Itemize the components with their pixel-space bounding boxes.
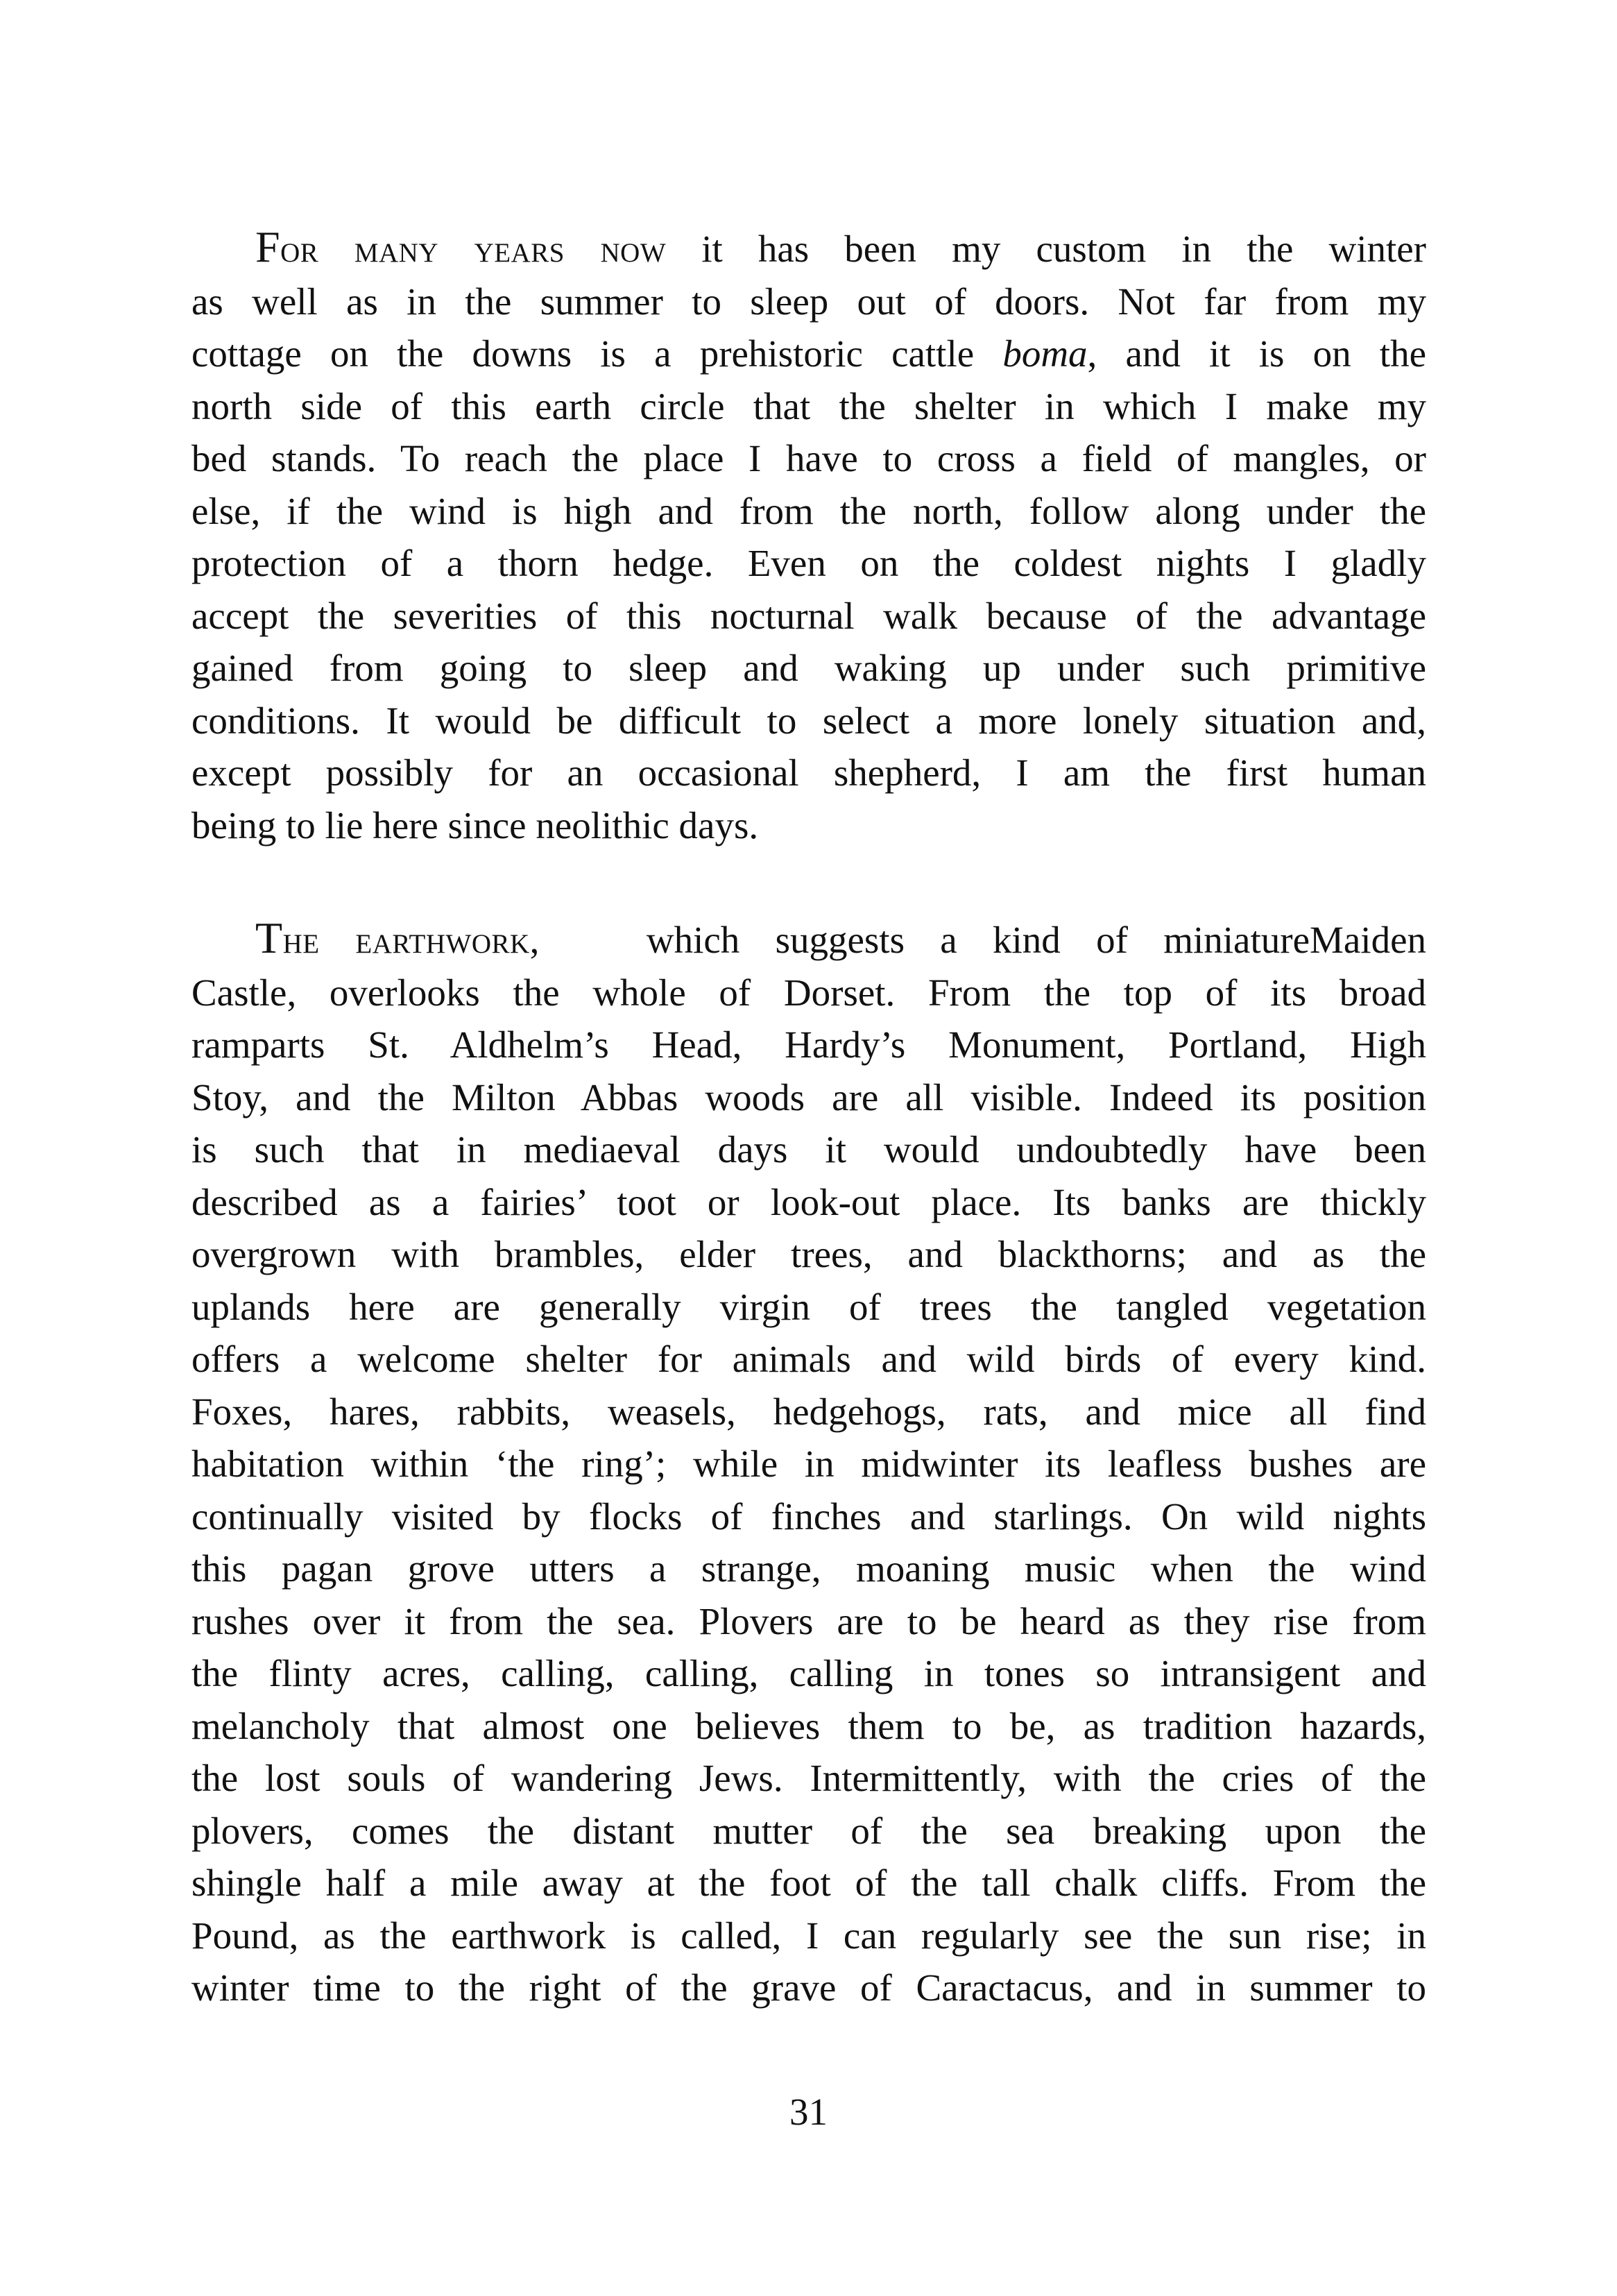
paragraph-line: north side of this earth circle that the shelter in which I make my bbox=[191, 384, 1426, 427]
paragraph-line: is such that in mediaeval days it would undoubtedly have been bbox=[191, 1128, 1426, 1171]
paragraph-line: the lost souls of wandering Jews. Intermittently, with the cries of the bbox=[191, 1757, 1426, 1799]
small-caps-lead: For many years now bbox=[255, 222, 667, 271]
paragraph-line: this pagan grove utters a strange, moaning music when the wind bbox=[191, 1547, 1426, 1590]
paragraph-line: rushes over it from the sea. Plovers are to be heard as they rise from bbox=[191, 1599, 1426, 1642]
paragraph-line: gained from going to sleep and waking up under such primitive bbox=[191, 647, 1426, 689]
paragraph-line: Foxes, hares, rabbits, weasels, hedgehogs, rats, and mice all find bbox=[191, 1390, 1426, 1433]
paragraph-line: continually visited by flocks of finches and starlings. On wild nights bbox=[191, 1495, 1426, 1538]
paragraph-line: protection of a thorn hedge. Even on the coldest nights I gladly bbox=[191, 542, 1426, 584]
paragraph-line: plovers, comes the distant mutter of the sea breaking upon the bbox=[191, 1809, 1426, 1852]
paragraph-line: bed stands. To reach the place I have to cross a field of mangles, or bbox=[191, 437, 1426, 479]
paragraph-line: winter time to the right of the grave of Caractacus, and in summer to bbox=[191, 1966, 1426, 2009]
paragraph-line: offers a welcome shelter for animals and wild birds of every kind. bbox=[191, 1338, 1426, 1380]
paragraph-line: as well as in the summer to sleep out of doors. Not far from my bbox=[191, 280, 1426, 323]
paragraph-2 bbox=[191, 912, 1426, 2014]
paragraph-line: else, if the wind is high and from the north, follow along under the bbox=[191, 489, 1426, 532]
small-caps-lead: The earthwork, bbox=[255, 913, 540, 962]
paragraph-line: ramparts St. Aldhelm’s Head, Hardy’s Monument, Portland, High bbox=[191, 1023, 1426, 1066]
paragraph-line: Castle, overlooks the whole of Dorset. From the top of its broad bbox=[191, 971, 1426, 1014]
paragraph-line: For many years now it has been my custom in the winter bbox=[255, 222, 1427, 271]
paragraph-line: cottage on the downs is a prehistoric cattle boma, and it is on the bbox=[191, 332, 1426, 375]
italic-word: boma bbox=[1002, 332, 1088, 375]
paragraph-line: The earthwork, which suggests a kind of miniatureMaiden bbox=[255, 913, 1426, 962]
paragraph-line: being to lie here since neolithic days. bbox=[191, 803, 759, 847]
paragraph-line: conditions. It would be difficult to select a more lonely situation and, bbox=[191, 699, 1426, 742]
paragraph-line: shingle half a mile away at the foot of the tall chalk cliffs. From the bbox=[191, 1862, 1426, 1904]
paragraph-1 bbox=[191, 221, 1426, 851]
paragraph-line: accept the severities of this nocturnal walk because of the advantage bbox=[191, 594, 1426, 637]
paragraph-line: uplands here are generally virgin of trees the tangled vegetation bbox=[191, 1285, 1426, 1328]
paragraph-line: except possibly for an occasional shepherd, I am the first human bbox=[191, 751, 1426, 794]
paragraph-line: the flinty acres, calling, calling, calling in tones so intransigent and bbox=[191, 1652, 1426, 1694]
paragraph-line: overgrown with brambles, elder trees, and blackthorns; and as the bbox=[191, 1233, 1426, 1275]
paragraph-line: melancholy that almost one believes them to be, as tradition hazards, bbox=[191, 1704, 1426, 1747]
paragraph-line: habitation within ‘the ring’; while in midwinter its leafless bushes are bbox=[191, 1443, 1426, 1485]
lead-initial: T bbox=[255, 913, 283, 962]
paragraph-line: described as a fairies’ toot or look-out place. Its banks are thickly bbox=[191, 1180, 1426, 1223]
paragraph-line: Stoy, and the Milton Abbas woods are all visible. Indeed its position bbox=[191, 1075, 1426, 1119]
lead-initial: F bbox=[255, 222, 281, 271]
page-number: 31 bbox=[789, 2091, 828, 2133]
paragraph-line: Pound, as the earthwork is called, I can regularly see the sun rise; in bbox=[191, 1914, 1426, 1957]
